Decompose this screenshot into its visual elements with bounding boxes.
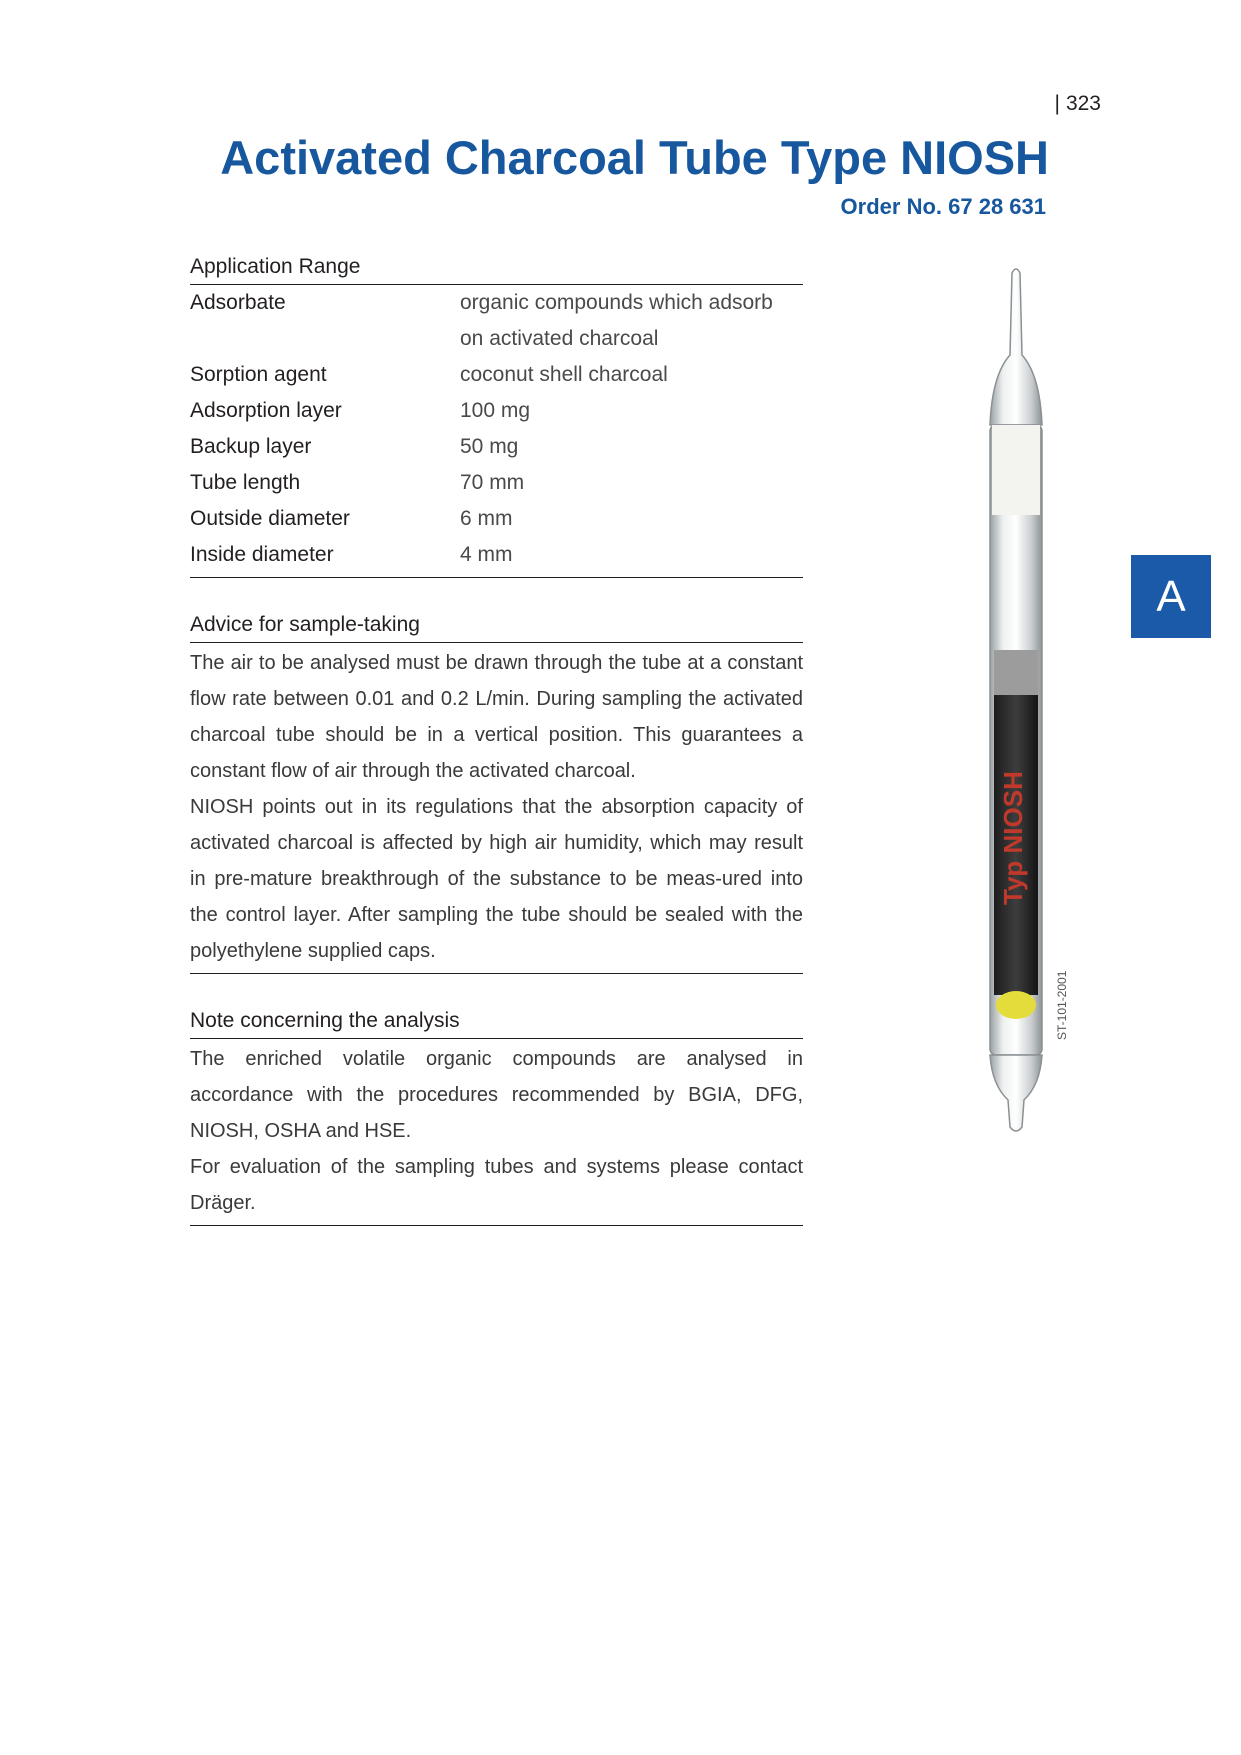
application-range-heading: Application Range (190, 250, 803, 285)
spec-row (190, 285, 803, 357)
spec-key: Adsorbate (190, 291, 286, 314)
analysis-paragraph: For evaluation of the sampling tubes and systems please contact Dräger. (190, 1156, 803, 1214)
spec-row (190, 465, 803, 501)
spec-key: Outside diameter (190, 507, 350, 530)
tube-label-text: Typ NIOSH (998, 771, 1028, 905)
analysis-paragraph: The enriched volatile organic compounds are analysed in accordance with the procedures recommended by BGIA, DFG, NIOSH, OSHA and HSE. (190, 1048, 803, 1142)
page-number (1054, 92, 1101, 116)
charcoal-tube-illustration (960, 265, 1070, 1135)
page-number-separator: | (1054, 92, 1060, 115)
page-number-value: 323 (1065, 92, 1101, 115)
application-range-section (190, 250, 803, 578)
spec-value: 4 mm (460, 543, 513, 566)
spec-table (190, 285, 803, 573)
spec-row (190, 357, 803, 393)
spec-row (190, 393, 803, 429)
page-title: Activated Charcoal Tube Type NIOSH (220, 131, 1049, 184)
spec-key: Inside diameter (190, 543, 334, 566)
advice-section (190, 608, 803, 974)
charcoal-tube-image (960, 265, 1070, 1135)
spec-key: Backup layer (190, 435, 312, 458)
advice-paragraph: The air to be analysed must be drawn through the tube at a constant flow rate between 0.01 and 0.2 L/min. During sampling the activated charcoal tube should be in a vertical position. This guarantees a constant flow of air through the activated charcoal. (190, 652, 803, 782)
spec-value: 50 mg (460, 435, 519, 458)
spec-row (190, 537, 803, 573)
advice-heading: Advice for sample-taking (190, 608, 803, 643)
section-tab-a: A (1131, 555, 1211, 638)
spec-key: Sorption agent (190, 363, 327, 386)
advice-paragraph: NIOSH points out in its regulations that the absorption capacity of activated charcoal is affected by high air humidity, which may result in pre-mature breakthrough of the substance to be meas-ured into the control layer. After sampling the tube should be sealed with the polyethylene supplied caps. (190, 796, 803, 962)
spec-row (190, 501, 803, 537)
figure-caption: ST-101-2001 (1055, 970, 1069, 1040)
spec-key: Adsorption layer (190, 399, 342, 422)
analysis-heading: Note concerning the analysis (190, 1004, 803, 1039)
spec-value (460, 285, 803, 357)
main-content (190, 250, 803, 1226)
spec-row (190, 429, 803, 465)
spec-value: coconut shell charcoal (460, 363, 668, 386)
spec-value-line: on activated charcoal (460, 327, 659, 350)
spec-value: 100 mg (460, 399, 531, 422)
spec-key: Tube length (190, 471, 301, 494)
spec-value: 6 mm (460, 507, 513, 530)
spec-value-line: organic compounds which adsorb (460, 291, 773, 314)
order-number: Order No. 67 28 631 (840, 194, 1046, 219)
analysis-section (190, 1004, 803, 1226)
spec-value: 70 mm (460, 471, 525, 494)
